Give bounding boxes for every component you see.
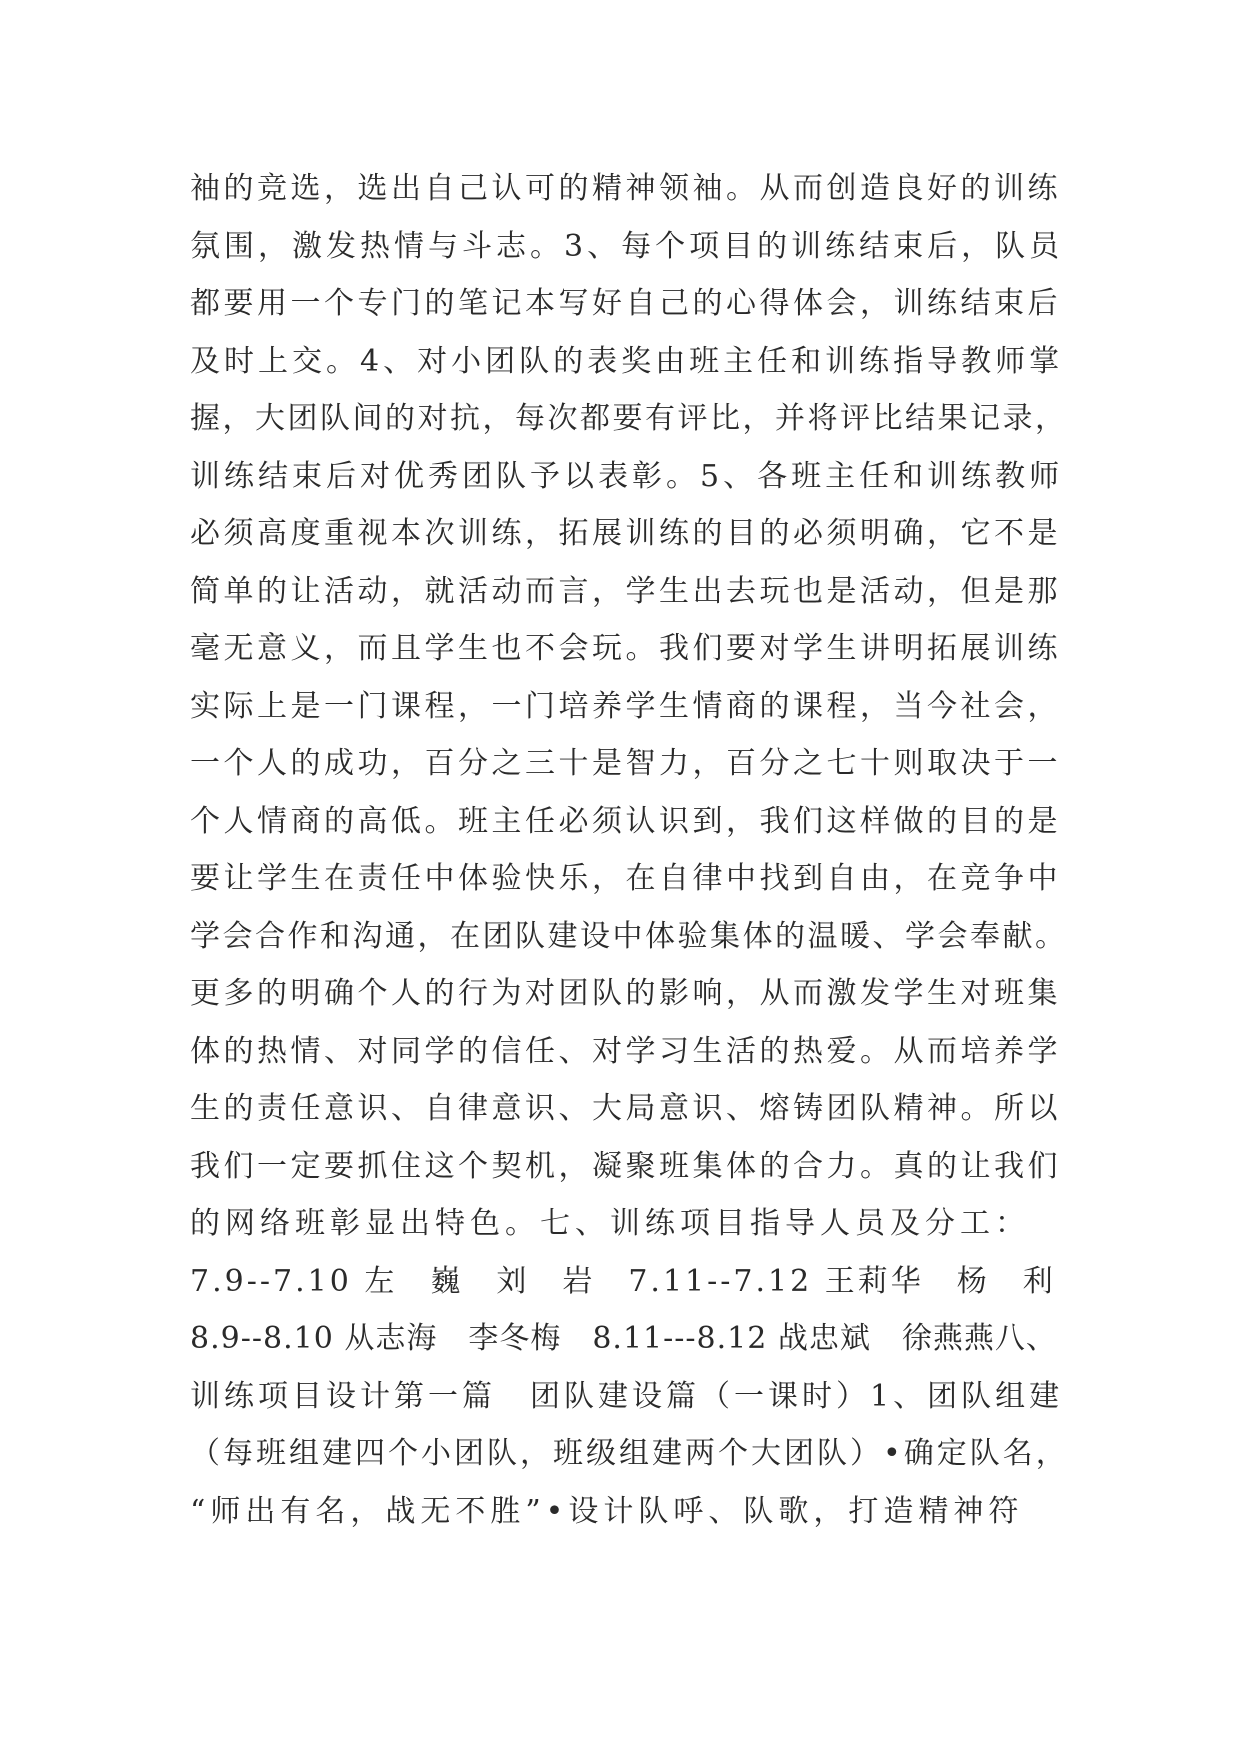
text-line: 个人情商的高低。班主任必须认识到，我们这样做的目的是 [190,803,1061,839]
text-line: 体的热情、对同学的信任、对学习生活的热爱。从而培养学 [190,1033,1061,1069]
text-line: 必须高度重视本次训练，拓展训练的目的必须明确，它不是 [190,516,1061,551]
text-line: 训练结束后对优秀团队予以表彰。5、各班主任和训练教师 [190,458,1064,494]
text-line: 的网络班彰显出特色。七、训练项目指导人员及分工： [190,1206,1030,1241]
text-line: 袖的竞选，选出自己认可的精神领袖。从而创造良好的训练 [190,171,1061,206]
text-line: 更多的明确个人的行为对团队的影响，从而激发学生对班集 [190,976,1061,1011]
text-line: 及时上交。4、对小团队的表奖由班主任和训练指导教师掌 [190,343,1064,379]
text-line: 我们一定要抓住这个契机，凝聚班集体的合力。真的让我们 [190,1148,1061,1184]
text-line: （每班组建四个小团队，班级组建两个大团队）•确定队名， [190,1436,1069,1471]
text-line: 生的责任意识、自律意识、大局意识、熔铸团队精神。所以 [190,1091,1061,1126]
text-line: 一个人的成功，百分之三十是智力，百分之七十则取决于一 [190,746,1061,781]
text-line: 都要用一个专门的笔记本写好自己的心得体会，训练结束后 [190,286,1061,321]
text-line: 简单的让活动，就活动而言，学生出去玩也是活动，但是那 [190,573,1061,609]
text-line: 握，大团队间的对抗，每次都要有评比，并将评比结果记录， [190,401,1068,436]
text-line: “师出有名，战无不胜”•设计队呼、队歌，打造精神符 [190,1493,1024,1529]
text-line: 学会合作和沟通，在团队建设中体验集体的温暖、学会奉献。 [190,918,1068,954]
text-line: 氛围，激发热情与斗志。3、每个项目的训练结束后，队员 [190,228,1064,264]
text-line: 训练项目设计第一篇 团队建设篇（一课时）1、团队组建 [190,1378,1064,1414]
text-line: 8.9--8.10 从志海 李冬梅 8.11---8.12 战忠斌 徐燕燕八、 [190,1321,1057,1356]
text-line: 7.9--7.10 左 巍 刘 岩 7.11--7.12 王莉华 杨 利 [190,1263,1056,1299]
body-text [190,160,1070,1540]
text-line: 毫无意义，而且学生也不会玩。我们要对学生讲明拓展训练 [190,631,1061,666]
text-line: 实际上是一门课程，一门培养学生情商的课程，当今社会， [190,688,1061,724]
text-line: 要让学生在责任中体验快乐，在自律中找到自由，在竞争中 [190,861,1061,896]
